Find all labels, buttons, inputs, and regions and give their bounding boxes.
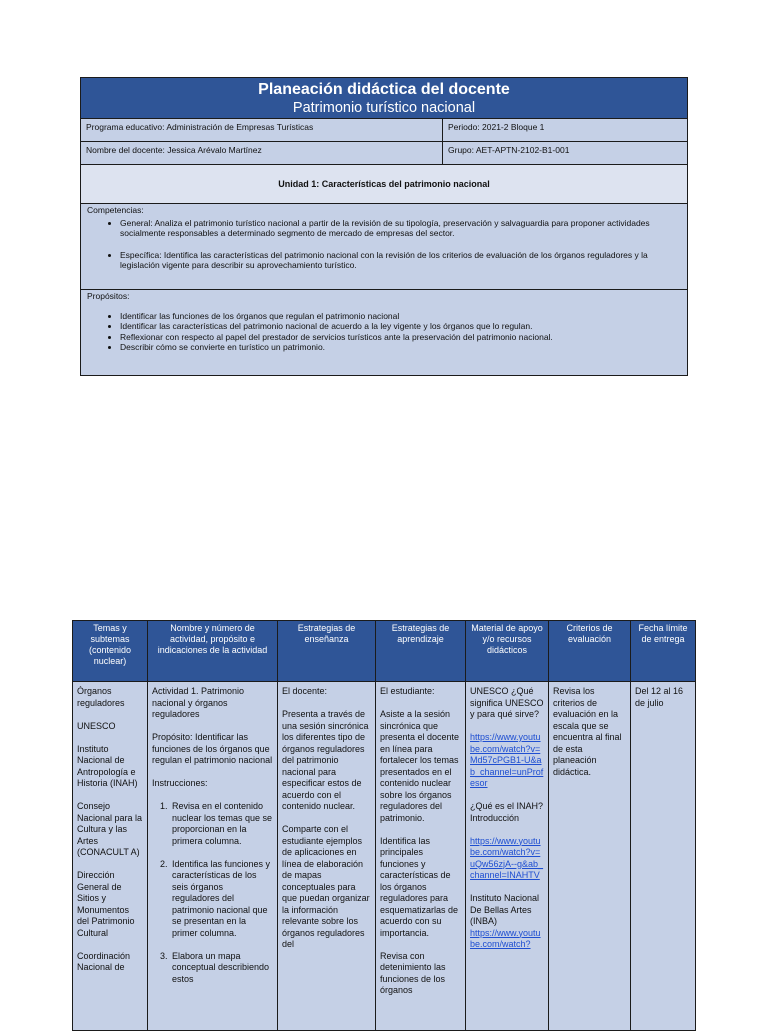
unit-title: Unidad 1: Características del patrimonio nacional xyxy=(81,165,687,204)
criterios-cell xyxy=(549,682,631,1031)
propositos-list xyxy=(87,311,681,353)
material-title: UNESCO ¿Qué significa UNESCO y para qué sirve? xyxy=(470,686,544,719)
criterios-text: Revisa los criterios de evaluación en la escala que se encuentra al final de esta planeación didáctica. xyxy=(553,686,622,777)
aprendizaje-cell xyxy=(376,682,466,1031)
tema-item: Coordinación Nacional de xyxy=(77,950,131,972)
table-row xyxy=(73,682,696,1031)
aprendizaje-item: Identifica las principales funciones y características de los órganos reguladores para esquematizarlas de acuerdo con su importancia. xyxy=(380,835,459,938)
material-cell xyxy=(466,682,549,1031)
propositos-block xyxy=(81,290,687,375)
ensenanza-item: Comparte con el estudiante ejemplos de aplicaciones en línea de elaboración de mapas conceptuales para que puedan organizar la información relevante sobre los órganos reguladores del xyxy=(282,824,370,949)
ensenanza-item: Presenta a través de una sesión sincrónica los diferentes tipo de órganos reguladores del patrimonio nacional para especificar estos de acuerdo con el contenido nuclear. xyxy=(282,709,369,811)
tema-item: Consejo Nacional para la Cultura y las Artes (CONACULT A) xyxy=(77,801,143,857)
document-subtitle: Patrimonio turístico nacional xyxy=(292,100,476,116)
fecha-text: Del 12 al 16 de julio xyxy=(635,686,684,708)
ensenanza-item: El docente: xyxy=(282,686,328,696)
header-material: Material de apoyo y/o recursos didácticos xyxy=(466,621,549,682)
proposito-item: • Describir cómo se convierte en turístico un patrimonio. xyxy=(120,342,681,353)
actividad-proposito: Propósito: Identificar las funciones de los órganos que regulan el patrimonio nacional xyxy=(152,732,273,765)
tema-item: Órganos reguladores xyxy=(77,686,125,708)
proposito-item: • Identificar las características del patrimonio nacional de acuerdo a la ley vigente y los órganos que lo regulan. xyxy=(120,321,681,332)
tema-item: UNESCO xyxy=(77,720,116,731)
actividad-cell xyxy=(148,682,278,1031)
temas-cell xyxy=(73,682,148,1031)
ensenanza-cell xyxy=(278,682,376,1031)
table-header-row xyxy=(73,621,696,682)
header-aprendizaje: Estrategias de aprendizaje xyxy=(376,621,466,682)
title-block xyxy=(81,78,687,119)
group-cell: Grupo: AET-APTN-2102-B1-001 xyxy=(448,145,570,155)
program-row xyxy=(81,119,687,142)
competencia-item: • Específica: Identifica las características del patrimonio nacional con la revisión de los criterios de evaluación de los órganos reguladores y la legislación vigente para describir su aprovechamiento turístico. xyxy=(120,250,681,271)
program-cell: Programa educativo: Administración de Empresas Turísticas xyxy=(81,119,443,141)
material-title: ¿Qué es el INAH? Introducción xyxy=(470,801,544,823)
fecha-cell xyxy=(631,682,696,1031)
proposito-item: • Reflexionar con respecto al papel del prestador de servicios turísticos ante la preservación del patrimonio nacional. xyxy=(120,332,681,343)
instruccion-step: 3. Elabora un mapa conceptual describiendo estos xyxy=(170,951,273,986)
instrucciones-label: Instrucciones: xyxy=(152,778,208,788)
material-title: Instituto Nacional De Bellas Artes (INBA) xyxy=(470,893,540,926)
unesco-video-link[interactable]: https://www.youtube.com/watch?v=Md57cPGB1-U&ab_channel=unProfesor xyxy=(470,732,544,788)
tema-item: Dirección General de Sitios y Monumentos del Patrimonio Cultural xyxy=(77,870,135,938)
activity-plan-table xyxy=(72,620,696,1031)
aprendizaje-item: Revisa con detenimiento las funciones de los órganos xyxy=(380,950,446,995)
header-ensenanza: Estrategias de enseñanza xyxy=(278,621,376,682)
planning-header-table xyxy=(80,77,688,376)
header-temas: Temas y subtemas (contenido nuclear) xyxy=(73,621,148,682)
teacher-cell: Nombre del docente: Jessica Arévalo Martínez xyxy=(81,142,443,164)
header-actividad: Nombre y número de actividad, propósito e indicaciones de la actividad xyxy=(148,621,278,682)
header-criterios: Criterios de evaluación xyxy=(549,621,631,682)
inah-video-link[interactable]: https://www.youtube.com/watch?v=uQw56zjA--g&ab_channel=INAHTV xyxy=(470,835,544,880)
proposito-item: • Identificar las funciones de los órganos que regulan el patrimonio nacional xyxy=(120,311,681,322)
header-fecha: Fecha límite de entrega xyxy=(631,621,696,682)
instruccion-step: 1. Revisa en el contenido nuclear los temas que se proporcionan en la primera columna. xyxy=(170,801,273,847)
competencias-heading: Competencias: xyxy=(87,205,144,215)
tema-item: Instituto Nacional de Antropología e Historia (INAH) xyxy=(77,743,138,788)
actividad-title: Actividad 1. Patrimonio nacional y órganos reguladores xyxy=(152,686,245,719)
aprendizaje-item: El estudiante: xyxy=(380,686,435,696)
period-cell: Periodo: 2021-2 Bloque 1 xyxy=(448,122,545,132)
document-title: Planeación didáctica del docente xyxy=(258,81,510,98)
inba-video-link[interactable]: https://www.youtube.com/watch? xyxy=(470,927,541,949)
competencias-block xyxy=(81,204,687,290)
instruccion-step: 2. Identifica las funciones y características de los seis órganos reguladores del patrimonio nacional que se presentan en la primer columna. xyxy=(170,859,273,940)
instrucciones-list xyxy=(152,801,273,985)
competencia-item: • General: Analiza el patrimonio turístico nacional a partir de la revisión de su tipología, preservación y salvaguardia para proponer actividades socialmente responsables a determinado segmento de mercado de empresas del sector. xyxy=(120,218,681,239)
teacher-row xyxy=(81,142,687,165)
competencias-list xyxy=(87,218,681,271)
aprendizaje-item: Asiste a la sesión sincrónica que presenta el docente en línea para fortalecer los temas presentados en el contenido nuclear sobre los órganos reguladores del patrimonio. xyxy=(380,709,460,823)
propositos-heading: Propósitos: xyxy=(87,291,130,301)
